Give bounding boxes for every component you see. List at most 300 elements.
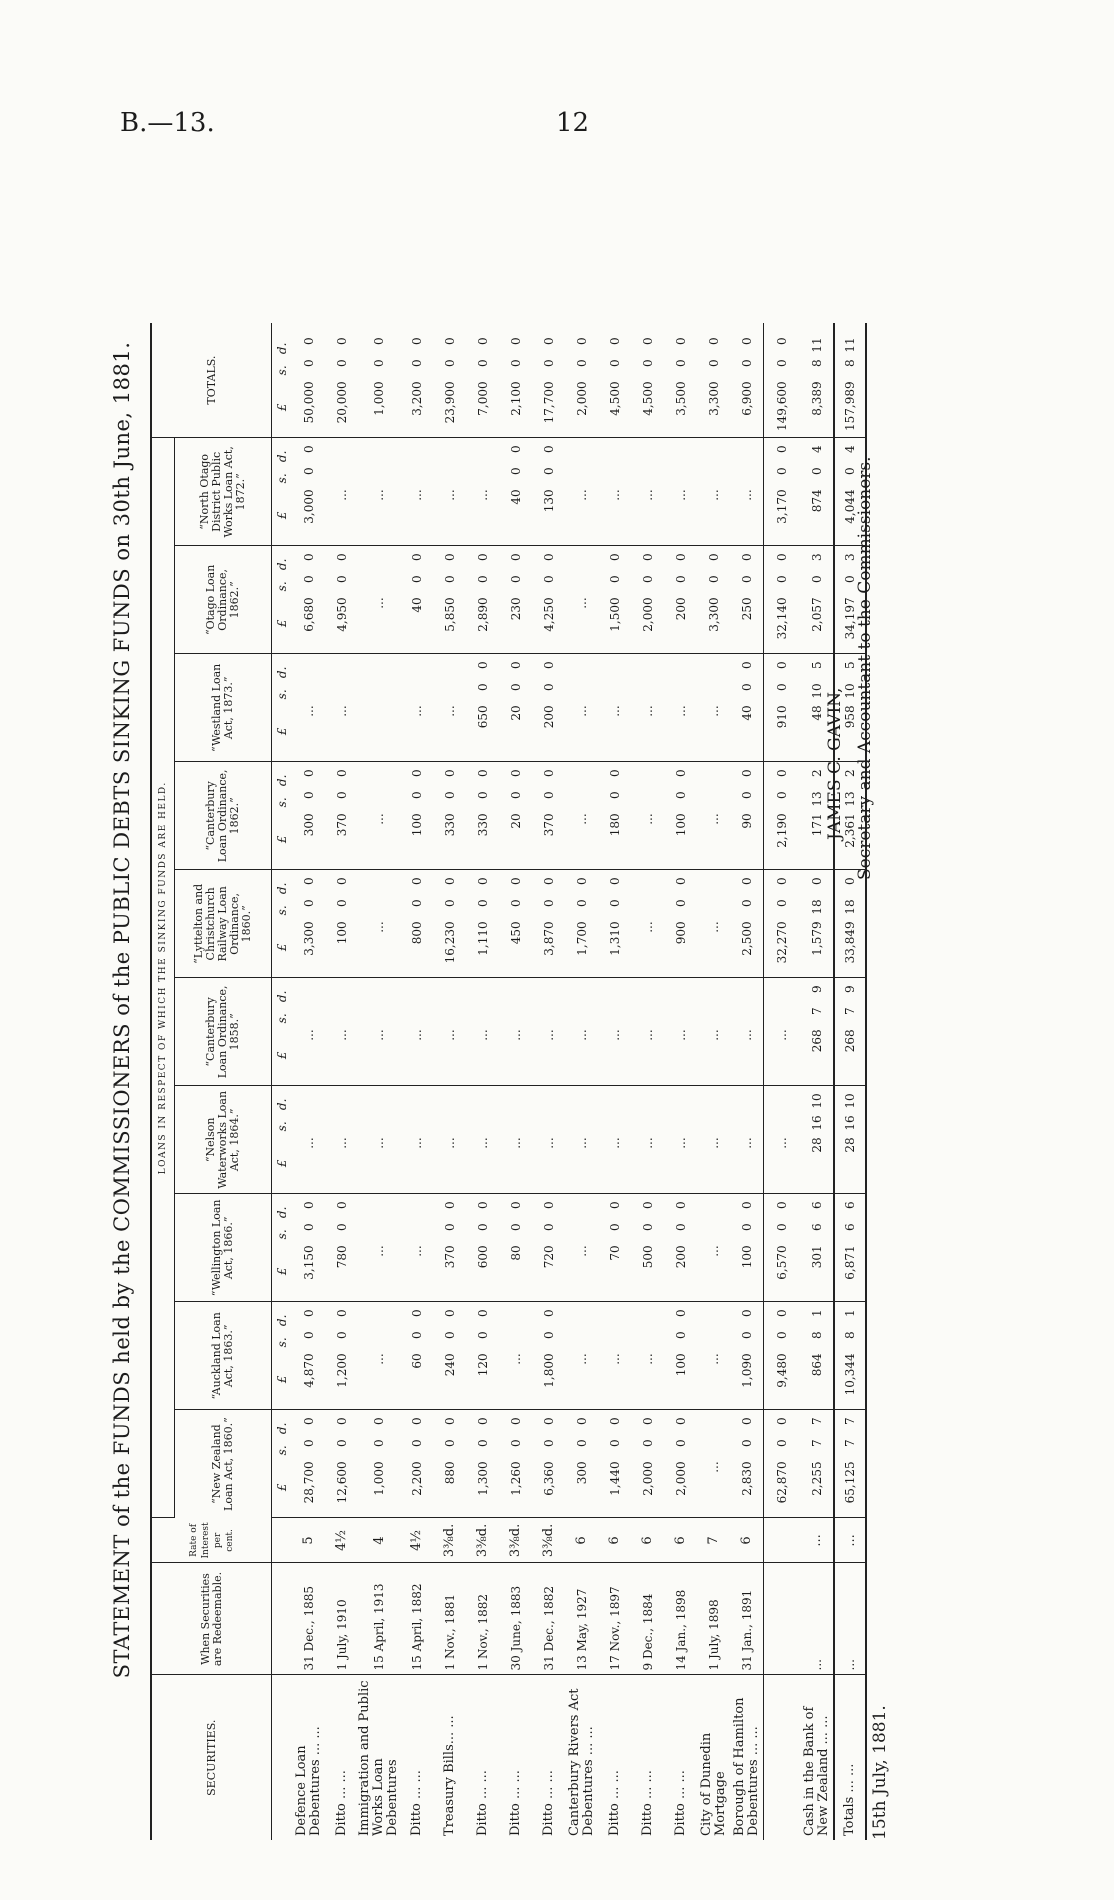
- row-total-pounds: 6,900: [739, 381, 754, 416]
- row-total: [730, 323, 764, 438]
- amount-cell-pounds: ...: [372, 1245, 386, 1257]
- amount-cell-pounds: ...: [739, 489, 754, 501]
- table-row: [325, 323, 358, 1840]
- subtotal-cell-pence: 0: [775, 445, 789, 453]
- amount-cell: [532, 1194, 565, 1302]
- row-total-pence: 0: [442, 337, 457, 345]
- totals-cell-pounds: 268: [843, 1029, 857, 1053]
- amount-cell-pounds: 500: [640, 1245, 655, 1269]
- cash-cell: [800, 1410, 834, 1518]
- signatory-name: JAMES C. GAVIN,: [825, 687, 845, 840]
- redeemable-date: 9 Dec., 1884: [631, 1563, 664, 1675]
- amount-cell: [565, 1302, 598, 1410]
- subtotal-cell-pence: 0: [775, 553, 789, 561]
- amount-cell-shillings: 0: [334, 899, 349, 907]
- cash-cell-shillings: 7: [809, 1007, 824, 1015]
- amount-cell: [730, 438, 764, 546]
- amount-cell-pounds: 2,200: [409, 1461, 424, 1496]
- loan-header: “Wellington Loan Act, 1866.”: [175, 1194, 272, 1302]
- amount-cell-pounds: 880: [442, 1461, 457, 1485]
- amount-cell-shillings: 0: [541, 1439, 556, 1447]
- amount-cell-shillings: 0: [442, 791, 457, 799]
- amount-cell: [631, 762, 664, 870]
- totals-when: ...: [834, 1563, 866, 1675]
- amount-cell: [730, 762, 764, 870]
- amount-cell: [697, 1410, 730, 1518]
- row-total-pence: 0: [301, 337, 316, 345]
- subtotal-cell-pounds: 32,270: [775, 921, 789, 964]
- units-cell: [272, 978, 293, 1086]
- grand-total-shillings: 8: [843, 359, 857, 367]
- amount-cell: [466, 978, 499, 1086]
- cash-cell-pounds: 28: [809, 1137, 824, 1153]
- amount-cell-pence: 0: [442, 769, 457, 777]
- cash-cell-pence: 10: [809, 1093, 824, 1109]
- amount-cell-pence: 0: [607, 877, 622, 885]
- totals-cell-pence: 4: [843, 445, 857, 453]
- units-cell: [272, 1410, 293, 1518]
- amount-cell: [532, 870, 565, 978]
- row-total-pounds: 3,500: [673, 381, 688, 416]
- amount-cell-pence: 0: [673, 1417, 688, 1425]
- row-total-pounds: 1,000: [372, 381, 386, 416]
- amount-cell-pounds: 100: [334, 921, 349, 945]
- amount-cell-pounds: ...: [372, 1029, 386, 1041]
- unit-pound: £: [275, 835, 289, 844]
- amount-cell: [598, 438, 631, 546]
- amount-cell-pounds: ...: [334, 1029, 349, 1041]
- amount-cell-pounds: ...: [706, 1353, 721, 1365]
- amount-cell: [664, 978, 697, 1086]
- units-blank: [272, 1563, 293, 1675]
- amount-cell: [466, 654, 499, 762]
- amount-cell-pence: 0: [301, 445, 316, 453]
- amount-cell-pounds: ...: [640, 1137, 655, 1149]
- units-cell: [272, 1302, 293, 1410]
- unit-pence: d.: [275, 450, 289, 463]
- amount-cell: [358, 654, 400, 762]
- cash-total-pounds: 8,389: [809, 381, 824, 416]
- amount-cell: [400, 546, 433, 654]
- redeemable-date: 1 Nov., 1882: [466, 1563, 499, 1675]
- row-total-shillings: 0: [475, 359, 490, 367]
- redeemable-date: 14 Jan., 1898: [664, 1563, 697, 1675]
- table-row: [532, 323, 565, 1840]
- amount-cell: [292, 1086, 325, 1194]
- amount-cell-pounds: 300: [574, 1461, 589, 1485]
- subtotal-cell-pounds: 9,480: [775, 1353, 789, 1388]
- amount-cell-pounds: 4,950: [334, 597, 349, 632]
- amount-cell-pounds: ...: [442, 489, 457, 501]
- cash-cell-shillings: 8: [809, 1331, 824, 1339]
- security-name: Ditto ... ...: [507, 1770, 523, 1836]
- amount-cell-shillings: 0: [334, 1223, 349, 1231]
- amount-cell-shillings: 0: [541, 467, 556, 475]
- amount-cell-pounds: 3,300: [301, 921, 316, 956]
- cash-cell-pence: 0: [809, 877, 824, 885]
- amount-cell-pounds: ...: [640, 705, 655, 717]
- units-cell: [272, 546, 293, 654]
- subtotal-cell-pounds: ...: [775, 1137, 789, 1149]
- cash-cell-shillings: 18: [809, 899, 824, 915]
- amount-cell: [466, 1194, 499, 1302]
- amount-cell-pounds: 780: [334, 1245, 349, 1269]
- redeemable-date: 15 April, 1913: [358, 1563, 400, 1675]
- cash-cell-pence: 9: [809, 985, 824, 993]
- totals-cell: [834, 870, 866, 978]
- amount-cell-pence: 0: [301, 1417, 316, 1425]
- amount-cell-pounds: ...: [372, 1353, 386, 1365]
- amount-cell: [292, 654, 325, 762]
- row-total-pounds: 4,500: [607, 381, 622, 416]
- amount-cell-pounds: 2,500: [739, 921, 754, 956]
- amount-cell-pounds: 1,440: [607, 1461, 622, 1496]
- amount-cell: [631, 1302, 664, 1410]
- row-total-shillings: 0: [301, 359, 316, 367]
- security-name: Ditto ... ...: [333, 1770, 349, 1836]
- amount-cell: [565, 1194, 598, 1302]
- totals-cell: [834, 978, 866, 1086]
- amount-cell-pounds: 6,360: [541, 1461, 556, 1496]
- redeemable-date: 17 Nov., 1897: [598, 1563, 631, 1675]
- row-total: [292, 323, 325, 438]
- totals-cell-pence: 10: [843, 1093, 857, 1109]
- amount-cell-pence: 0: [475, 553, 490, 561]
- cash-cell-pounds: 864: [809, 1353, 824, 1377]
- loans-group-header: LOANS IN RESPECT OF WHICH THE SINKING FUNDS ARE HELD.: [151, 438, 175, 1518]
- interest-rate: 6: [664, 1518, 697, 1563]
- row-total-pounds: 3,300: [706, 381, 721, 416]
- amount-cell: [499, 1086, 532, 1194]
- amount-cell: [730, 1302, 764, 1410]
- amount-cell-pounds: ...: [372, 921, 386, 933]
- amount-cell-shillings: 0: [409, 1439, 424, 1447]
- amount-cell-pounds: ...: [706, 489, 721, 501]
- amount-cell-pounds: ...: [541, 1137, 556, 1149]
- amount-cell-pounds: ...: [372, 1137, 386, 1149]
- unit-pence: d.: [275, 1314, 289, 1327]
- amount-cell-pounds: ...: [574, 1245, 589, 1257]
- amount-cell: [433, 762, 466, 870]
- amount-cell-shillings: 0: [541, 1223, 556, 1231]
- amount-cell-pence: 0: [508, 1417, 523, 1425]
- subtotal-cell-pence: 0: [775, 1201, 789, 1209]
- amount-cell-pounds: 2,830: [739, 1461, 754, 1496]
- amount-cell-pounds: 1,090: [739, 1353, 754, 1388]
- amount-cell-pounds: ...: [541, 1029, 556, 1041]
- subtotal-cell: [764, 762, 801, 870]
- unit-pound: £: [275, 403, 289, 412]
- amount-cell-pence: 0: [541, 1201, 556, 1209]
- amount-cell-pounds: 70: [607, 1245, 622, 1261]
- amount-cell-pence: 0: [442, 553, 457, 561]
- amount-cell-pence: 0: [475, 661, 490, 669]
- amount-cell: [532, 438, 565, 546]
- amount-cell-shillings: 0: [442, 1331, 457, 1339]
- amount-cell: [325, 1194, 358, 1302]
- redeemable-date: 31 Dec., 1882: [532, 1563, 565, 1675]
- security-name: Immigration and Public Works Loan Debentures: [357, 1680, 400, 1836]
- amount-cell-shillings: 0: [607, 899, 622, 907]
- unit-pence: d.: [275, 1422, 289, 1435]
- amount-cell-pounds: ...: [442, 705, 457, 717]
- amount-cell: [400, 1194, 433, 1302]
- amount-cell-pence: 0: [409, 1417, 424, 1425]
- page-number: 12: [556, 108, 590, 138]
- subtotal-cell-pounds: 3,170: [775, 489, 789, 524]
- subtotal-cell-pounds: 2,190: [775, 813, 789, 848]
- amount-cell-pence: 0: [607, 1201, 622, 1209]
- row-total: [631, 323, 664, 438]
- amount-cell-pence: 0: [739, 1201, 754, 1209]
- amount-cell-pence: 0: [301, 1309, 316, 1317]
- row-total-pence: 0: [673, 337, 688, 345]
- amount-cell: [433, 1086, 466, 1194]
- row-total: [358, 323, 400, 438]
- amount-cell-pounds: 6,680: [301, 597, 316, 632]
- amount-cell-shillings: 0: [739, 1439, 754, 1447]
- amount-cell: [532, 546, 565, 654]
- subtotal-total-pounds: 149,600: [775, 381, 789, 431]
- amount-cell: [730, 1410, 764, 1518]
- subtotal-cell: [764, 1410, 801, 1518]
- amount-cell-pence: 0: [442, 1417, 457, 1425]
- rotated-statement: [110, 180, 910, 1840]
- amount-cell-pounds: 370: [334, 813, 349, 837]
- amount-cell-pounds: ...: [409, 489, 424, 501]
- table-row: [499, 323, 532, 1840]
- subtotal-total-shillings: 0: [775, 359, 789, 367]
- table-row: [730, 323, 764, 1840]
- amount-cell: [358, 546, 400, 654]
- amount-cell-pence: 0: [706, 553, 721, 561]
- unit-pence: d.: [275, 1206, 289, 1219]
- row-total: [499, 323, 532, 438]
- amount-cell-pence: 0: [673, 1309, 688, 1317]
- row-total-shillings: 0: [574, 359, 589, 367]
- amount-cell: [532, 1302, 565, 1410]
- amount-cell-shillings: 0: [301, 1223, 316, 1231]
- amount-cell-pence: 0: [409, 877, 424, 885]
- totals-rate: ...: [834, 1518, 866, 1563]
- cash-cell: [800, 438, 834, 546]
- amount-cell-pounds: 330: [475, 813, 490, 837]
- security-name: Ditto ... ...: [606, 1770, 622, 1836]
- row-total-pence: 0: [334, 337, 349, 345]
- amount-cell: [664, 546, 697, 654]
- amount-cell: [730, 654, 764, 762]
- row-total-shillings: 0: [409, 359, 424, 367]
- amount-cell: [292, 438, 325, 546]
- amount-cell: [358, 1086, 400, 1194]
- amount-cell-shillings: 0: [607, 791, 622, 799]
- interest-rate: 7: [697, 1518, 730, 1563]
- amount-cell: [664, 654, 697, 762]
- cash-cell-pounds: 48: [809, 705, 824, 721]
- unit-pound: £: [275, 1267, 289, 1276]
- amount-cell: [292, 870, 325, 978]
- amount-cell: [631, 1086, 664, 1194]
- amount-cell-pence: 0: [673, 553, 688, 561]
- amount-cell-pounds: 60: [409, 1353, 424, 1369]
- subtotal-blank: [764, 1675, 801, 1840]
- redeemable-date: 30 June, 1883: [499, 1563, 532, 1675]
- interest-rate: 5: [292, 1518, 325, 1563]
- amount-cell-shillings: 0: [541, 575, 556, 583]
- unit-pound: £: [275, 619, 289, 628]
- amount-cell-pence: 0: [508, 1201, 523, 1209]
- amount-cell: [499, 1410, 532, 1518]
- statement-title: STATEMENT of the FUNDS held by the COMMISSIONERS of the PUBLIC DEBTS SINKING FUNDS on 30th June, 1881.: [110, 341, 134, 1679]
- totals-label: Totals ... ...: [834, 1675, 866, 1840]
- amount-cell-pounds: 120: [475, 1353, 490, 1377]
- amount-cell-shillings: 0: [673, 575, 688, 583]
- totals-cell-shillings: 8: [843, 1331, 857, 1339]
- subtotal-cell-pence: 0: [775, 769, 789, 777]
- amount-cell-pounds: 4,870: [301, 1353, 316, 1388]
- amount-cell-pounds: ...: [706, 921, 721, 933]
- unit-pound: £: [275, 1375, 289, 1384]
- amount-cell-pounds: ...: [301, 1029, 316, 1041]
- row-total-pounds: 7,000: [475, 381, 490, 416]
- amount-cell: [433, 1194, 466, 1302]
- row-total-pence: 0: [508, 337, 523, 345]
- amount-cell-pence: 0: [574, 877, 589, 885]
- amount-cell-shillings: 0: [475, 1439, 490, 1447]
- amount-cell-pence: 0: [301, 769, 316, 777]
- unit-pence: d.: [275, 774, 289, 787]
- loan-header: “North Otago District Public Works Loan Act, 1872.”: [175, 438, 272, 546]
- subtotal-blank: [764, 1563, 801, 1675]
- unit-pence: d.: [275, 342, 289, 355]
- security-name: Ditto ... ...: [474, 1770, 490, 1836]
- amount-cell-pounds: ...: [607, 1029, 622, 1041]
- unit-pound: £: [275, 943, 289, 952]
- security-name: Canterbury Rivers Act Debentures ... ...: [566, 1688, 596, 1836]
- amount-cell-pence: 0: [739, 877, 754, 885]
- amount-cell: [499, 546, 532, 654]
- amount-cell-shillings: 0: [475, 899, 490, 907]
- amount-cell-pounds: 1,700: [574, 921, 589, 956]
- subtotal-cell-pounds: 32,140: [775, 597, 789, 640]
- amount-cell: [664, 762, 697, 870]
- row-total-shillings: 0: [508, 359, 523, 367]
- amount-cell-pence: 0: [574, 1417, 589, 1425]
- amount-cell-pounds: 800: [409, 921, 424, 945]
- amount-cell-pence: 0: [541, 769, 556, 777]
- amount-cell-pounds: ...: [739, 1137, 754, 1149]
- amount-cell: [730, 870, 764, 978]
- units-cell: [272, 438, 293, 546]
- units-blank: [272, 1518, 293, 1563]
- subtotal-blank: [764, 1518, 801, 1563]
- amount-cell-pence: 0: [334, 1201, 349, 1209]
- amount-cell-pence: 0: [372, 1417, 386, 1425]
- subtotal-cell-pounds: 6,570: [775, 1245, 789, 1280]
- amount-cell: [598, 1410, 631, 1518]
- unit-pound: £: [275, 1483, 289, 1492]
- amount-cell-pounds: ...: [706, 1137, 721, 1149]
- amount-cell: [631, 978, 664, 1086]
- row-total-pence: 0: [409, 337, 424, 345]
- interest-rate: 3⅜d.: [499, 1518, 532, 1563]
- amount-cell: [400, 1302, 433, 1410]
- amount-cell-pence: 0: [475, 1201, 490, 1209]
- totals-header: TOTALS.: [151, 323, 272, 438]
- amount-cell: [325, 1086, 358, 1194]
- redeemable-date: 31 Dec., 1885: [292, 1563, 325, 1675]
- amount-cell-pence: 0: [640, 1201, 655, 1209]
- amount-cell: [433, 546, 466, 654]
- amount-cell-pence: 0: [334, 769, 349, 777]
- security-name: Ditto ... ...: [408, 1770, 424, 1836]
- amount-cell: [466, 870, 499, 978]
- amount-cell: [400, 870, 433, 978]
- amount-cell-pounds: 130: [541, 489, 556, 513]
- amount-cell-shillings: 0: [607, 1439, 622, 1447]
- totals-cell-pounds: 28: [843, 1137, 857, 1153]
- amount-cell-pounds: ...: [607, 1137, 622, 1149]
- row-total-pence: 0: [739, 337, 754, 345]
- amount-cell-pounds: ...: [574, 813, 589, 825]
- amount-cell-pence: 0: [409, 553, 424, 561]
- subtotal-cell-pounds: 62,870: [775, 1461, 789, 1504]
- row-total-pence: 0: [372, 337, 386, 345]
- amount-cell-pence: 0: [334, 1417, 349, 1425]
- amount-cell-shillings: 0: [541, 899, 556, 907]
- totals-cell-pence: 6: [843, 1201, 857, 1209]
- security-name: Ditto ... ...: [639, 1770, 655, 1836]
- subtotal-row: [764, 323, 801, 1840]
- amount-cell-shillings: 0: [301, 1439, 316, 1447]
- amount-cell-pounds: ...: [640, 813, 655, 825]
- amount-cell-shillings: 0: [673, 1223, 688, 1231]
- totals-cell-pence: 3: [843, 553, 857, 561]
- amount-cell-shillings: 0: [574, 1439, 589, 1447]
- amount-cell-pounds: 2,890: [475, 597, 490, 632]
- amount-cell-pounds: 12,600: [334, 1461, 349, 1504]
- amount-cell: [325, 762, 358, 870]
- amount-cell-pounds: 20: [508, 813, 523, 829]
- amount-cell: [565, 1086, 598, 1194]
- row-total: [664, 323, 697, 438]
- cash-cell-pounds: 2,255: [809, 1461, 824, 1496]
- amount-cell-shillings: 0: [301, 791, 316, 799]
- totals-cell: [834, 1302, 866, 1410]
- redeemable-header: When Securities are Redeemable.: [151, 1563, 272, 1675]
- row-total-pence: 0: [574, 337, 589, 345]
- amount-cell-shillings: 0: [508, 1439, 523, 1447]
- amount-cell-pounds: 1,200: [334, 1353, 349, 1388]
- amount-cell: [499, 438, 532, 546]
- amount-cell: [697, 546, 730, 654]
- amount-cell-shillings: 0: [508, 899, 523, 907]
- row-total-shillings: 0: [334, 359, 349, 367]
- amount-cell-pence: 0: [508, 877, 523, 885]
- amount-cell-shillings: 0: [607, 1223, 622, 1231]
- cash-cell-shillings: 16: [809, 1115, 824, 1131]
- unit-pound: £: [275, 1159, 289, 1168]
- units-cell: [272, 762, 293, 870]
- amount-cell-pence: 0: [442, 1309, 457, 1317]
- rate-header: Rate of Interest per cent.: [151, 1518, 272, 1563]
- amount-cell: [532, 978, 565, 1086]
- cash-cell-pence: 5: [809, 661, 824, 669]
- grand-total-pounds: 157,989: [843, 381, 857, 431]
- amount-cell-pounds: ...: [334, 489, 349, 501]
- totals-cell-shillings: 6: [843, 1223, 857, 1231]
- interest-rate: 6: [598, 1518, 631, 1563]
